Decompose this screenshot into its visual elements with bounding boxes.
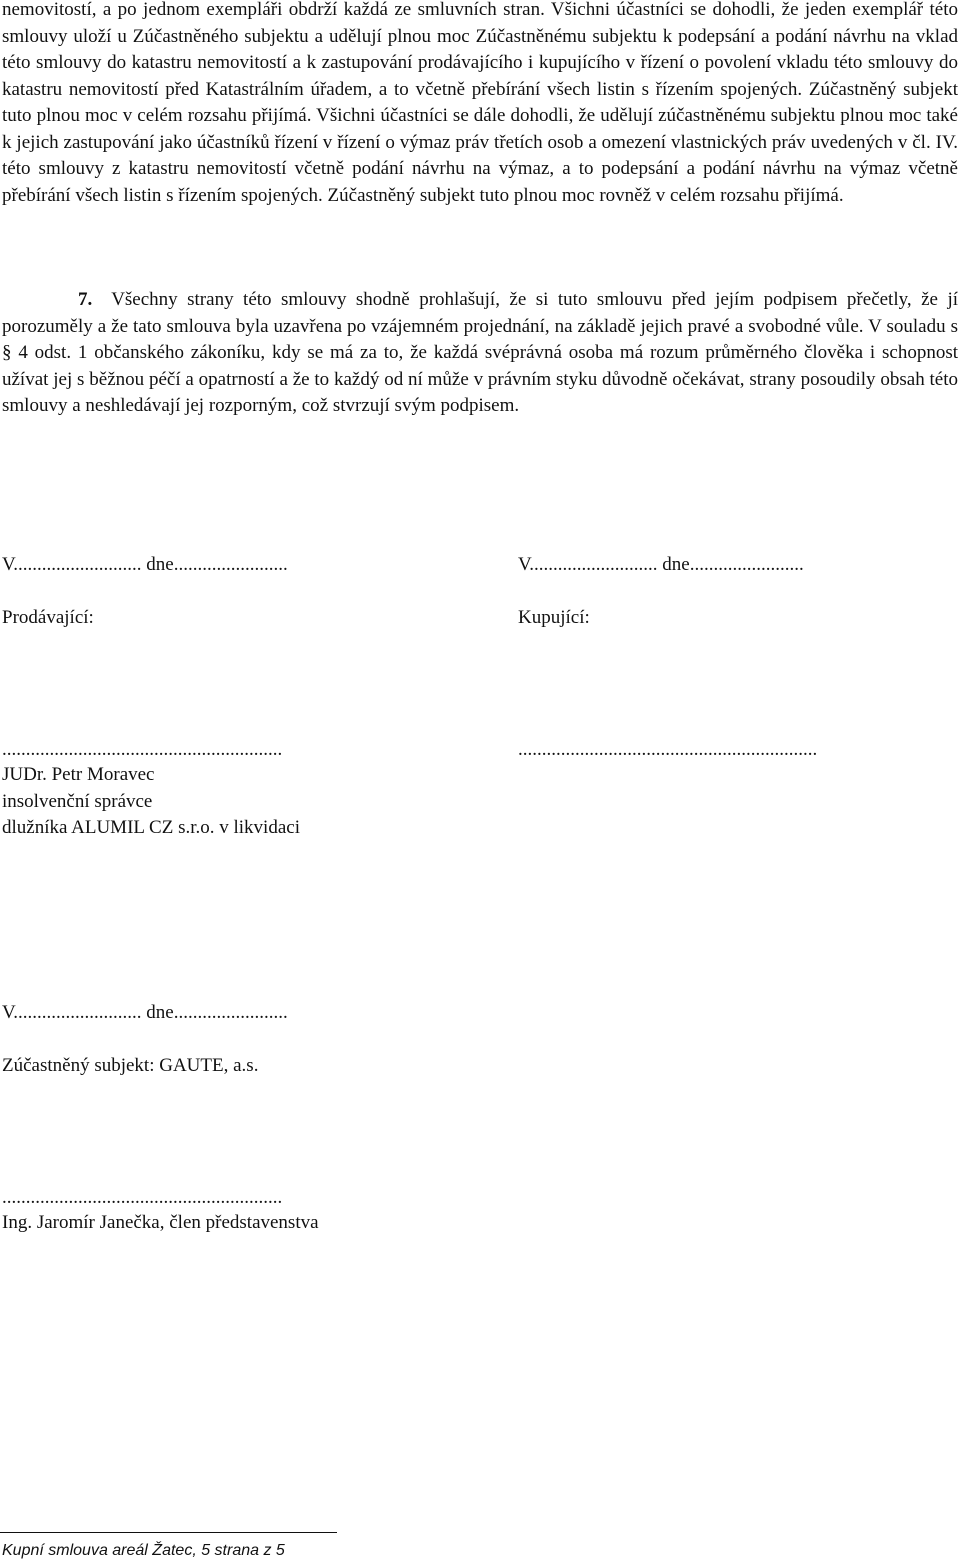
participant-place-date: V........................... dne........................ [2, 1002, 288, 1023]
page-footer: Kupní smlouva areál Žatec, 5 strana z 5 [2, 1542, 285, 1559]
buyer-signature-line: ............................................................... [518, 739, 818, 760]
participant-name: Ing. Jaromír Janečka, člen představenstva [2, 1212, 319, 1233]
seller-name: JUDr. Petr Moravec [2, 764, 155, 785]
paragraph-intro: nemovitostí, a po jednom exempláři obdrží každá ze smluvních stran. Všichni účastníci se dohodli, že jeden exemplář této smlouvy uloží u Zúčastněného subjektu a udělují plnou moc Zúčastněnému subjektu k podepsání a podání návrhu na vklad této smlouvy do katastru nemovitostí a k zastupování prodávajícího i kupujícího v řízení o povolení vkladu této smlouvy do katastru nemovitostí před Katastrálním úřadem, a to včetně přebírání všech listin s řízením spojených. Zúčastněný subjekt tuto plnou moc v celém rozsahu přijímá. Všichni účastníci se dále dohodli, že udělují zúčastněnému subjektu plnou moc také k jejich zastupování jako účastníků řízení v řízení o výmaz práv třetích osob a omezení vlastnických práv uvedených v čl. IV. této smlouvy z katastru nemovitostí včetně podání návrhu na výmaz, a to podepsání a podání návrhu na výmaz včetně přebírání všech listin s řízením spojených. Zúčastněný subjekt tuto plnou moc rovněž v celém rozsahu přijímá. [2, 0, 958, 206]
seller-place-date: V........................... dne........................ [2, 554, 288, 575]
seller-role-label: Prodávající: [2, 607, 94, 628]
buyer-role-label: Kupující: [518, 607, 590, 628]
seller-company: dlužníka ALUMIL CZ s.r.o. v likvidaci [2, 817, 300, 838]
paragraph-seven [2, 287, 958, 420]
paragraph-number: 7. [78, 289, 93, 310]
buyer-place-date: V........................... dne........................ [518, 554, 804, 575]
participant-role-label: Zúčastněný subjekt: GAUTE, a.s. [2, 1055, 259, 1076]
paragraph-seven-text: Všechny strany této smlouvy shodně prohlašují, že si tuto smlouvu před jejím podpisem přečetly, že jí porozuměly a že tato smlouva byla uzavřena po vzájemném projednání, na základě jejich pravé a svobodné vůle. V souladu s § 4 odst. 1 občanského zákoníku, kdy se má za to, že každá svéprávná osoba má rozum průměrného člověka i schopnost užívat jej s běžnou péčí a opatrností a že to každý od ní může v právním styku důvodně očekávat, strany posoudily obsah této smlouvy a neshledávají jej rozporným, což stvrzují svým podpisem. [2, 289, 958, 416]
participant-signature-line: ........................................................... [2, 1187, 283, 1208]
seller-signature-line: ........................................................... [2, 739, 283, 760]
seller-title: insolvenční správce [2, 791, 153, 812]
footer-divider [0, 1532, 337, 1533]
